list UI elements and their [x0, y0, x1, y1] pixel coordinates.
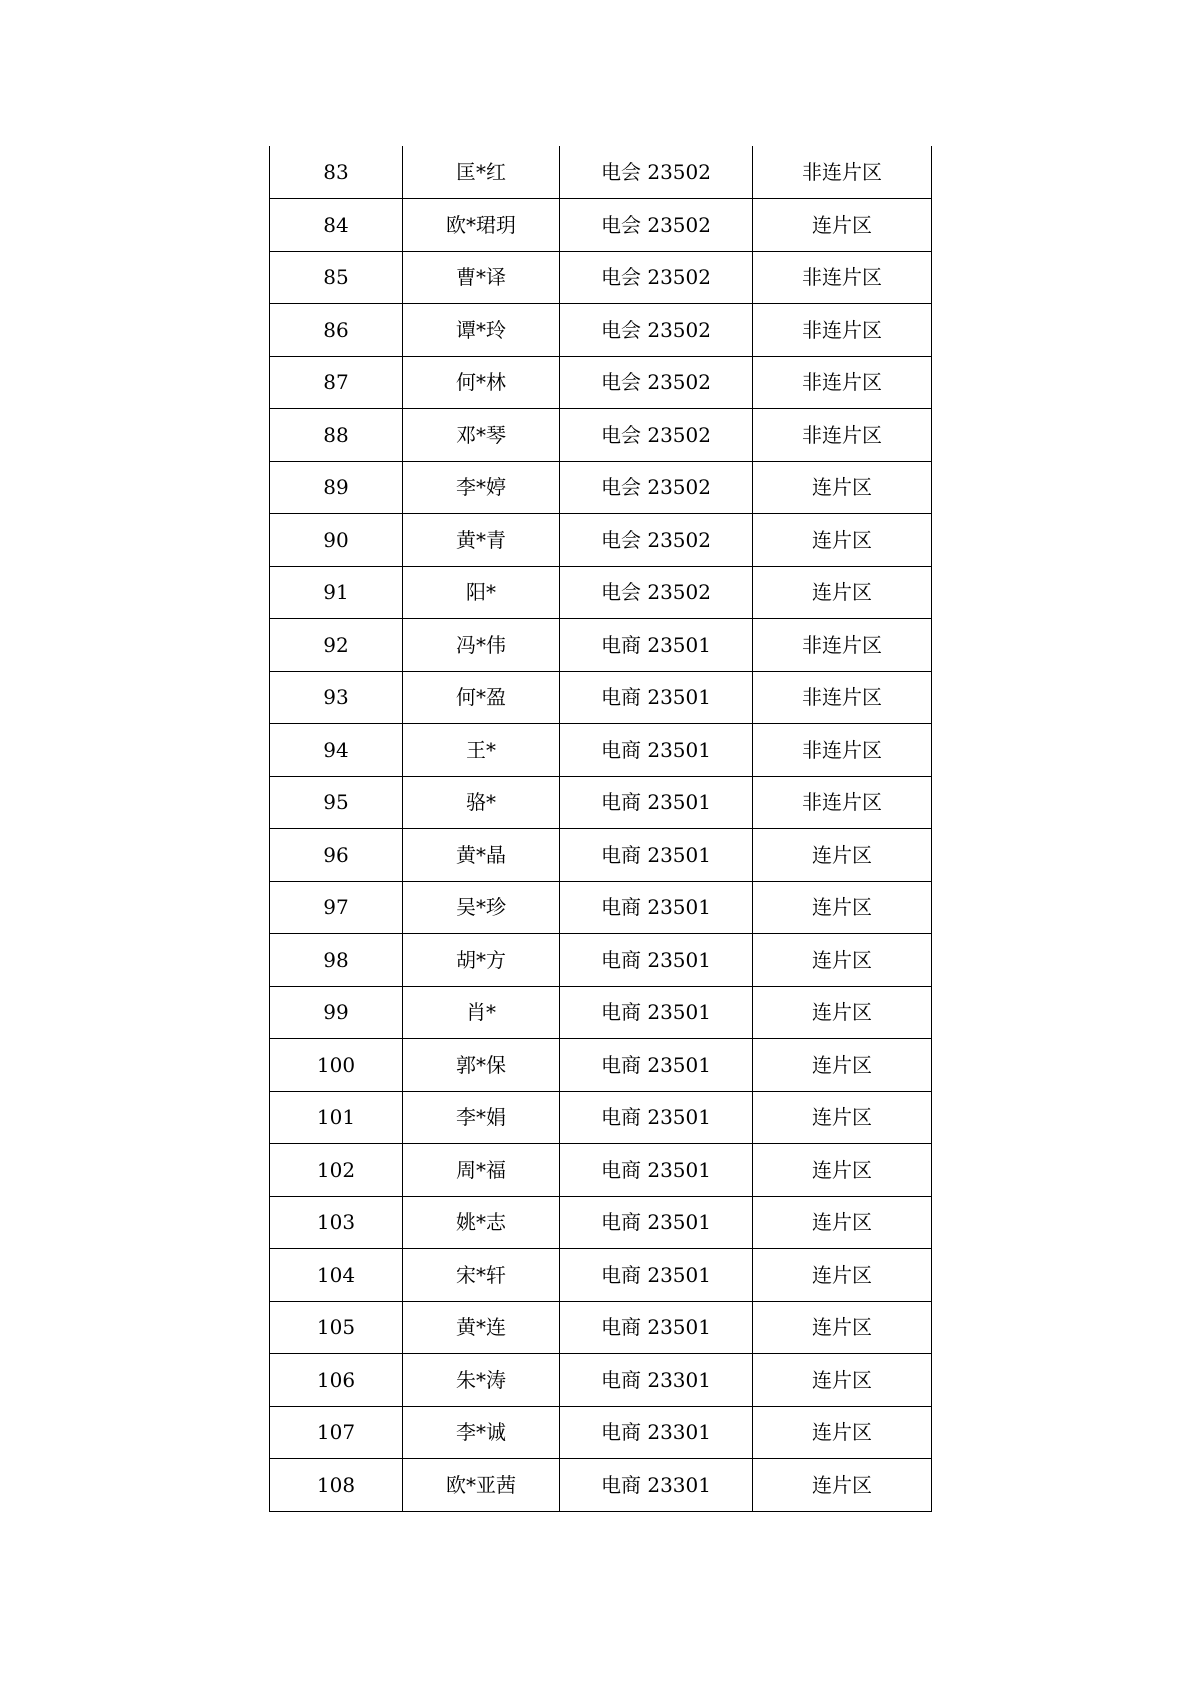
row-number-cell: 93 [270, 671, 403, 724]
row-number-cell: 84 [270, 199, 403, 252]
table-row [270, 829, 932, 882]
area-type-cell: 连片区 [753, 514, 932, 567]
table-row [270, 1406, 932, 1459]
student-name-cell: 阳* [403, 566, 560, 619]
student-name-cell: 李*诚 [403, 1406, 560, 1459]
class-name-cell: 电商 23501 [560, 619, 753, 672]
row-number-cell: 106 [270, 1354, 403, 1407]
area-type-cell: 连片区 [753, 881, 932, 934]
table-row [270, 199, 932, 252]
row-number-cell: 95 [270, 776, 403, 829]
row-number-cell: 87 [270, 356, 403, 409]
student-roster-table [269, 146, 932, 1512]
row-number-cell: 98 [270, 934, 403, 987]
area-type-cell: 连片区 [753, 461, 932, 514]
row-number-cell: 94 [270, 724, 403, 777]
row-number-cell: 107 [270, 1406, 403, 1459]
class-name-cell: 电会 23502 [560, 356, 753, 409]
row-number-cell: 101 [270, 1091, 403, 1144]
area-type-cell: 连片区 [753, 934, 932, 987]
table-row [270, 356, 932, 409]
class-name-cell: 电会 23502 [560, 251, 753, 304]
student-name-cell: 欧*珺玥 [403, 199, 560, 252]
area-type-cell: 连片区 [753, 1406, 932, 1459]
student-name-cell: 黄*晶 [403, 829, 560, 882]
student-name-cell: 吴*珍 [403, 881, 560, 934]
class-name-cell: 电商 23501 [560, 1091, 753, 1144]
student-name-cell: 冯*伟 [403, 619, 560, 672]
student-name-cell: 姚*志 [403, 1196, 560, 1249]
class-name-cell: 电商 23501 [560, 881, 753, 934]
table-row [270, 619, 932, 672]
class-name-cell: 电商 23501 [560, 776, 753, 829]
class-name-cell: 电会 23502 [560, 304, 753, 357]
row-number-cell: 99 [270, 986, 403, 1039]
student-name-cell: 何*盈 [403, 671, 560, 724]
table-row [270, 304, 932, 357]
class-name-cell: 电商 23301 [560, 1354, 753, 1407]
row-number-cell: 96 [270, 829, 403, 882]
table-row [270, 1144, 932, 1197]
class-name-cell: 电商 23301 [560, 1459, 753, 1512]
student-name-cell: 骆* [403, 776, 560, 829]
table-row [270, 1091, 932, 1144]
area-type-cell: 连片区 [753, 199, 932, 252]
student-name-cell: 何*林 [403, 356, 560, 409]
student-name-cell: 宋*轩 [403, 1249, 560, 1302]
table-row [270, 409, 932, 462]
student-name-cell: 匡*红 [403, 146, 560, 199]
area-type-cell: 连片区 [753, 1354, 932, 1407]
row-number-cell: 90 [270, 514, 403, 567]
row-number-cell: 89 [270, 461, 403, 514]
class-name-cell: 电会 23502 [560, 409, 753, 462]
class-name-cell: 电商 23301 [560, 1406, 753, 1459]
table-row [270, 251, 932, 304]
row-number-cell: 97 [270, 881, 403, 934]
table-row [270, 1301, 932, 1354]
area-type-cell: 连片区 [753, 1144, 932, 1197]
student-name-cell: 王* [403, 724, 560, 777]
class-name-cell: 电商 23501 [560, 1144, 753, 1197]
row-number-cell: 108 [270, 1459, 403, 1512]
area-type-cell: 非连片区 [753, 724, 932, 777]
table-row [270, 1354, 932, 1407]
area-type-cell: 非连片区 [753, 146, 932, 199]
row-number-cell: 86 [270, 304, 403, 357]
student-name-cell: 朱*涛 [403, 1354, 560, 1407]
table-row [270, 776, 932, 829]
area-type-cell: 连片区 [753, 1249, 932, 1302]
area-type-cell: 连片区 [753, 1301, 932, 1354]
student-name-cell: 郭*保 [403, 1039, 560, 1092]
row-number-cell: 100 [270, 1039, 403, 1092]
area-type-cell: 非连片区 [753, 251, 932, 304]
area-type-cell: 连片区 [753, 1039, 932, 1092]
student-name-cell: 肖* [403, 986, 560, 1039]
area-type-cell: 非连片区 [753, 776, 932, 829]
roster-table-body [270, 146, 932, 1511]
area-type-cell: 连片区 [753, 1459, 932, 1512]
class-name-cell: 电商 23501 [560, 829, 753, 882]
area-type-cell: 非连片区 [753, 409, 932, 462]
table-row [270, 1196, 932, 1249]
row-number-cell: 91 [270, 566, 403, 619]
table-row [270, 514, 932, 567]
table-row [270, 724, 932, 777]
area-type-cell: 连片区 [753, 1196, 932, 1249]
row-number-cell: 83 [270, 146, 403, 199]
table-row [270, 986, 932, 1039]
class-name-cell: 电会 23502 [560, 514, 753, 567]
student-name-cell: 黄*连 [403, 1301, 560, 1354]
row-number-cell: 105 [270, 1301, 403, 1354]
student-name-cell: 邓*琴 [403, 409, 560, 462]
row-number-cell: 85 [270, 251, 403, 304]
table-row [270, 461, 932, 514]
class-name-cell: 电商 23501 [560, 671, 753, 724]
area-type-cell: 连片区 [753, 1091, 932, 1144]
class-name-cell: 电商 23501 [560, 724, 753, 777]
area-type-cell: 非连片区 [753, 671, 932, 724]
student-name-cell: 胡*方 [403, 934, 560, 987]
class-name-cell: 电商 23501 [560, 1196, 753, 1249]
student-name-cell: 谭*玲 [403, 304, 560, 357]
area-type-cell: 非连片区 [753, 304, 932, 357]
table-row [270, 934, 932, 987]
area-type-cell: 连片区 [753, 566, 932, 619]
row-number-cell: 88 [270, 409, 403, 462]
student-name-cell: 李*婷 [403, 461, 560, 514]
student-name-cell: 李*娟 [403, 1091, 560, 1144]
table-row [270, 1459, 932, 1512]
table-row [270, 1249, 932, 1302]
class-name-cell: 电会 23502 [560, 461, 753, 514]
area-type-cell: 非连片区 [753, 356, 932, 409]
class-name-cell: 电商 23501 [560, 1039, 753, 1092]
row-number-cell: 102 [270, 1144, 403, 1197]
class-name-cell: 电会 23502 [560, 199, 753, 252]
table-row [270, 671, 932, 724]
row-number-cell: 92 [270, 619, 403, 672]
class-name-cell: 电商 23501 [560, 934, 753, 987]
row-number-cell: 104 [270, 1249, 403, 1302]
table-row [270, 146, 932, 199]
area-type-cell: 连片区 [753, 829, 932, 882]
area-type-cell: 非连片区 [753, 619, 932, 672]
student-name-cell: 黄*青 [403, 514, 560, 567]
student-name-cell: 欧*亚茜 [403, 1459, 560, 1512]
area-type-cell: 连片区 [753, 986, 932, 1039]
table-row [270, 881, 932, 934]
class-name-cell: 电会 23502 [560, 566, 753, 619]
student-name-cell: 曹*译 [403, 251, 560, 304]
class-name-cell: 电商 23501 [560, 986, 753, 1039]
class-name-cell: 电会 23502 [560, 146, 753, 199]
table-row [270, 1039, 932, 1092]
row-number-cell: 103 [270, 1196, 403, 1249]
class-name-cell: 电商 23501 [560, 1249, 753, 1302]
class-name-cell: 电商 23501 [560, 1301, 753, 1354]
table-row [270, 566, 932, 619]
student-name-cell: 周*福 [403, 1144, 560, 1197]
